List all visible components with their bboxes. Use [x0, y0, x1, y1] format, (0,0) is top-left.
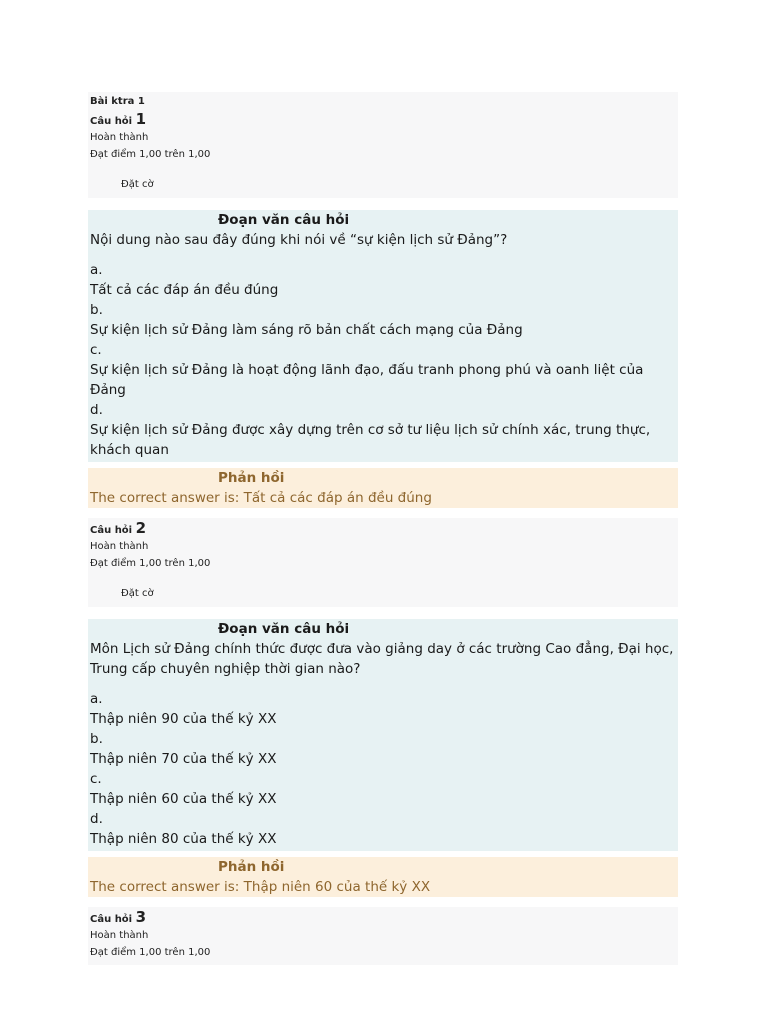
question-text-1	[88, 210, 678, 462]
flag-question-link[interactable]: Đặt cờ	[121, 588, 154, 599]
question-info-1	[88, 92, 678, 198]
feedback-1	[88, 468, 678, 508]
question-number-2	[90, 520, 676, 540]
question-prompt: Nội dung nào sau đây đúng khi nói về “sự kiện lịch sử Đảng”?	[90, 231, 508, 248]
correct-answer-text: The correct answer is: Thập niên 60 của thế kỷ XX	[90, 878, 431, 895]
question-num: 1	[135, 109, 147, 128]
option-letter-a: a.	[90, 690, 103, 707]
option-text-b[interactable]: Thập niên 70 của thế kỷ XX	[90, 750, 277, 767]
question-num: 2	[135, 518, 147, 537]
flag-question-link[interactable]: Đặt cờ	[121, 179, 154, 190]
question-status: Hoàn thành	[90, 132, 149, 143]
feedback-2	[88, 857, 678, 897]
option-text-d[interactable]: Sự kiện lịch sử Đảng được xây dựng trên cơ sở tư liệu lịch sử chính xác, trung thực, khách quan	[90, 421, 651, 458]
option-letter-d: d.	[90, 810, 103, 827]
option-text-a[interactable]: Tất cả các đáp án đều đúng	[90, 281, 279, 298]
question-status: Hoàn thành	[90, 541, 149, 552]
option-letter-b: b.	[90, 301, 103, 318]
question-text-heading: Đoạn văn câu hỏi	[218, 211, 350, 228]
answer-options	[90, 689, 676, 849]
option-text-b[interactable]: Sự kiện lịch sử Đảng làm sáng rõ bản chất cách mạng của Đảng	[90, 321, 523, 338]
option-text-a[interactable]: Thập niên 90 của thế kỷ XX	[90, 710, 277, 727]
question-number-3	[90, 909, 676, 929]
option-letter-a: a.	[90, 261, 103, 278]
option-letter-d: d.	[90, 401, 103, 418]
feedback-heading: Phản hồi	[218, 858, 285, 875]
option-text-c[interactable]: Thập niên 60 của thế kỷ XX	[90, 790, 277, 807]
question-label: Câu hỏi	[90, 524, 133, 536]
feedback-heading: Phản hồi	[218, 469, 285, 486]
question-text-heading: Đoạn văn câu hỏi	[218, 620, 350, 637]
question-info-2	[88, 518, 678, 607]
question-info-3	[88, 907, 678, 966]
question-num: 3	[135, 907, 147, 926]
option-letter-b: b.	[90, 730, 103, 747]
question-score: Đạt điểm 1,00 trên 1,00	[90, 557, 211, 569]
quiz-review-page	[88, 92, 678, 965]
question-score: Đạt điểm 1,00 trên 1,00	[90, 946, 211, 958]
question-label: Câu hỏi	[90, 115, 133, 127]
answer-options	[90, 260, 676, 460]
question-status: Hoàn thành	[90, 930, 149, 941]
option-letter-c: c.	[90, 770, 102, 787]
option-text-c[interactable]: Sự kiện lịch sử Đảng là hoạt động lãnh đạo, đấu tranh phong phú và oanh liệt của Đảng	[90, 361, 644, 398]
quiz-title: Bài ktra 1	[90, 96, 145, 107]
question-label: Câu hỏi	[90, 913, 133, 925]
question-prompt: Môn Lịch sử Đảng chính thức được đưa vào giảng day ở các trường Cao đẳng, Đại học, Trung cấp chuyên nghiệp thời gian nào?	[90, 640, 674, 677]
option-letter-c: c.	[90, 341, 102, 358]
question-text-2	[88, 619, 678, 851]
question-score: Đạt điểm 1,00 trên 1,00	[90, 148, 211, 160]
correct-answer-text: The correct answer is: Tất cả các đáp án đều đúng	[90, 489, 432, 506]
question-number-1	[90, 111, 676, 131]
option-text-d[interactable]: Thập niên 80 của thế kỷ XX	[90, 830, 277, 847]
